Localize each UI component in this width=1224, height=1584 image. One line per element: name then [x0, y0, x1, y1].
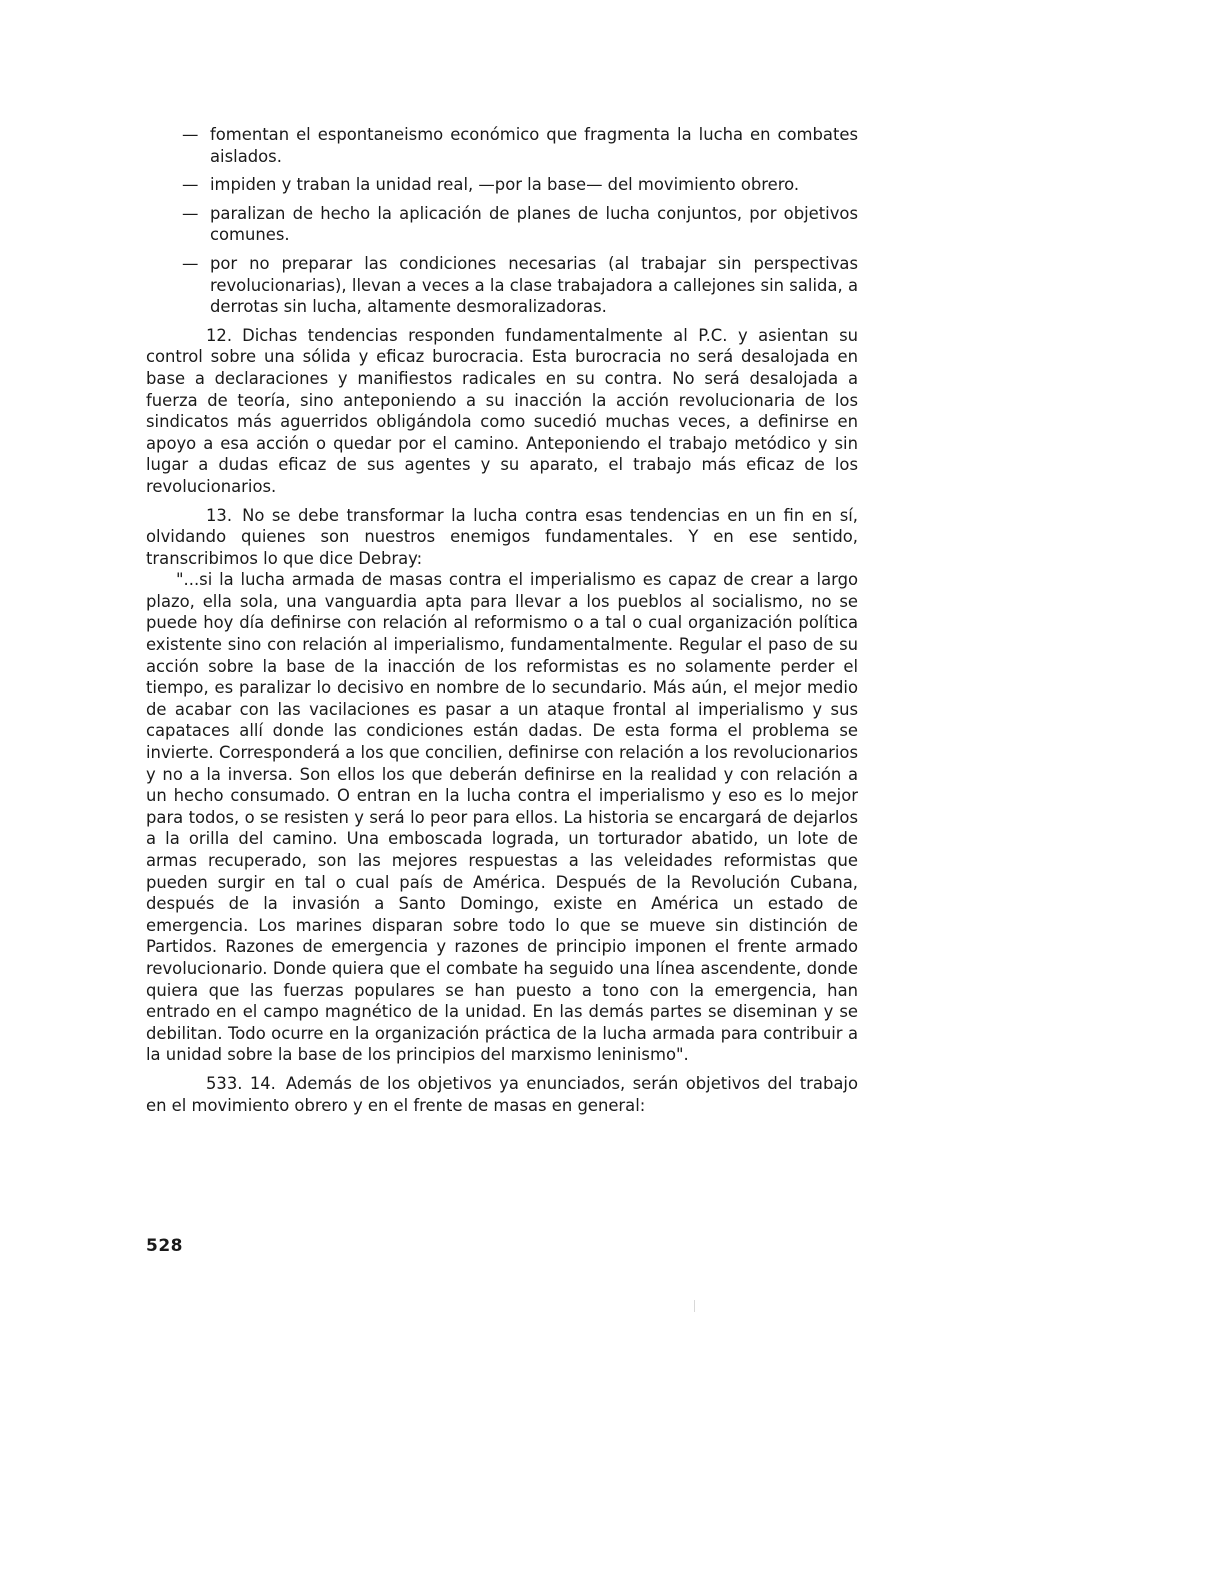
paragraph-text: Además de los objetivos ya enunciados, serán objetivos del trabajo en el movimiento obrero y en el frente de masas en general: [146, 1073, 858, 1115]
list-item-text: por no preparar las condiciones necesarias (al trabajar sin perspectivas revolucionarias), llevan a veces a la clase trabajadora a callejones sin salida, a derrotas sin lucha, altamente desmoralizadoras. [210, 253, 858, 317]
list-item [146, 253, 858, 318]
dash-marker: — [182, 253, 199, 273]
paragraph-number: 12. [206, 325, 233, 345]
debray-quote: "...si la lucha armada de masas contra el imperialismo es capaz de crear a largo plazo, ella sola, una vanguardia apta para llevar a los pueblos al socialismo, no se puede hoy día definirse con relación al reformismo o a tal o cual organización política existente sino con relación al imperialismo, fundamentalmente. Regular el paso de su acción sobre la base de la inacción de los reformistas es no solamente perder el tiempo, es paralizar lo decisivo en nombre de lo secundario. Más aún, el mejor medio de acabar con las vacilaciones es pasar a un ataque frontal al imperialismo y sus capataces allí donde las condiciones están dadas. De esta forma el problema se invierte. Corresponderá a los que concilien, definirse con relación a los revolucionarios y no a la inversa. Son ellos los que deberán definirse en la realidad y con relación a un hecho consumado. O entran en la lucha contra el imperialismo y eso es lo mejor para todos, o se resisten y será lo peor para ellos. La historia se encargará de dejarlos a la orilla del camino. Una emboscada lograda, un torturador abatido, un lote de armas recuperado, son las mejores respuestas a las veleidades reformistas que pueden surgir en tal o cual país de América. Después de la Revolución Cubana, después de la invasión a Santo Domingo, existe en América un estado de emergencia. Los marines disparan sobre todo lo que se mueve sin distinción de Partidos. Razones de emergencia y razones de principio imponen el frente armado revolucionario. Donde quiera que el combate ha seguido una línea ascendente, donde quiera que las fuerzas populares se han puesto a tono con la emergencia, han entrado en el campo magnético de la unidad. En las demás partes se diseminan y se debilitan. Todo ocurre en la organización práctica de la lucha armada para contribuir a la unidad sobre la base de los principios del marxismo leninismo". [146, 570, 858, 1065]
list-item [146, 203, 858, 246]
paragraph-text: Dichas tendencias responden fundamentalmente al P.C. y asientan su control sobre una sólida y eficaz burocracia. Esta burocracia no será desalojada en base a declaraciones y manifiestos radicales en su contra. No será desalojada a fuerza de teoría, sino anteponiendo a su inacción la acción revolucionaria de los sindicatos más aguerridos obligándola como sucedió muchas veces, a definirse en apoyo a esa acción o quedar por el camino. Anteponiendo el trabajo metódico y sin lugar a dudas eficaz de sus agentes y su aparato, el trabajo más eficaz de los revolucionarios. [146, 325, 858, 496]
dash-marker: — [182, 203, 199, 223]
paragraph-14 [146, 1073, 858, 1116]
list-item-text: paralizan de hecho la aplicación de planes de lucha conjuntos, por objetivos comunes. [210, 203, 858, 245]
paragraph-13 [146, 505, 858, 570]
body-text [146, 124, 858, 1116]
paragraph-number: 533. 14. [206, 1073, 276, 1093]
paragraph-text: No se debe transformar la lucha contra esas tendencias en un fin en sí, olvidando quienes son nuestros enemigos fundamentales. Y en ese sentido, transcribimos lo que dice Debray: [146, 505, 858, 568]
list-item [146, 174, 858, 196]
list-item-text: impiden y traban la unidad real, —por la base— del movimiento obrero. [210, 175, 800, 195]
paragraph-number: 13. [206, 505, 233, 525]
page-number: 528 [146, 1236, 183, 1256]
list-item [146, 124, 858, 167]
list-item-text: fomentan el espontaneismo económico que fragmenta la lucha en combates aislados. [210, 125, 858, 166]
paragraph-12 [146, 325, 858, 498]
dash-marker: — [182, 125, 199, 144]
dash-marker: — [182, 175, 199, 195]
scan-artifact [694, 1300, 695, 1312]
